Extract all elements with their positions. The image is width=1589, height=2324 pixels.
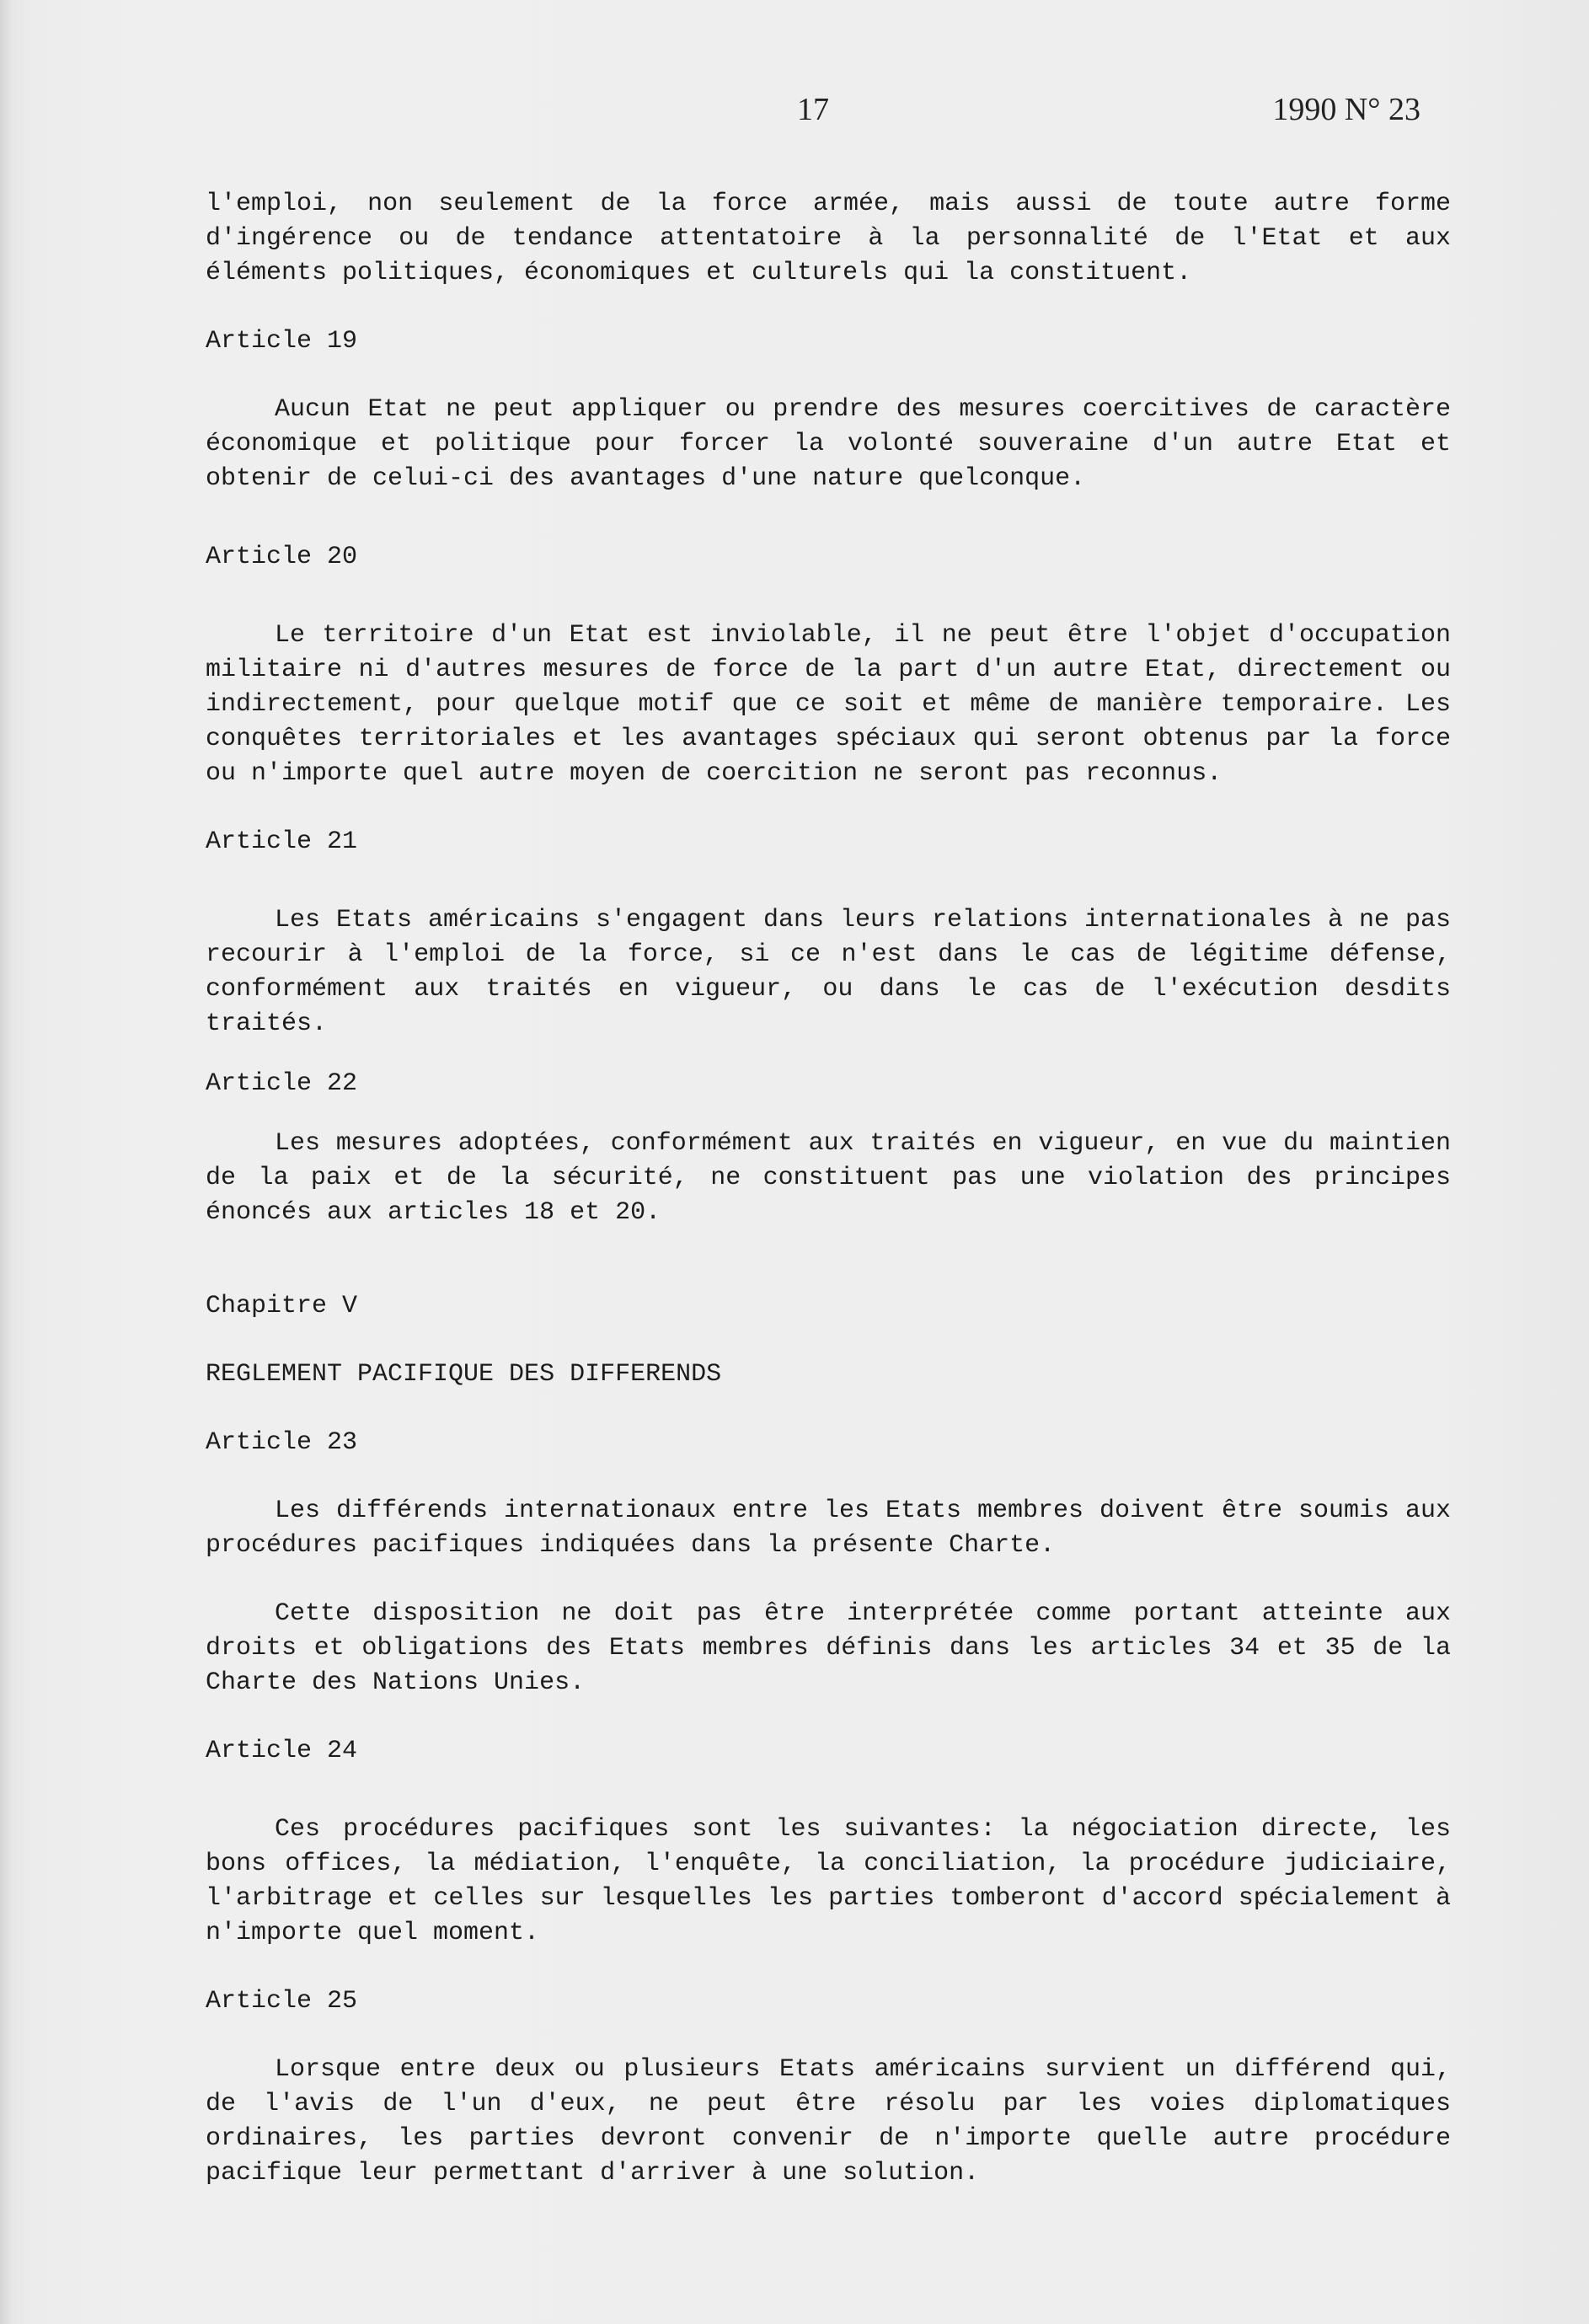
article-22-text: Les mesures adoptées, conformément aux traités en vigueur, en vue du maintien de la paix et de la sécurité, ne constituent pas une violation des principes énoncés aux articles 18 et 20. (206, 1129, 1451, 1227)
document-body (206, 187, 1451, 2191)
article-25-text: Lorsque entre deux ou plusieurs Etats américains survient un différend qui, de l'avis de l'un d'eux, ne peut être résolu par les voies diplomatiques ordinaires, les parties devront convenir de n'importe quelle autre procédure pacifique leur permettant d'arriver à une solution. (206, 2055, 1451, 2187)
page-number: 17 (797, 92, 829, 127)
intro-paragraph: l'emploi, non seulement de la force armée, mais aussi de toute autre forme d'ingérence ou de tendance attentatoire à la personnalité de l'Etat et aux éléments politiques, économiques et culturels qui la constituent. (206, 190, 1451, 287)
chapter-title: REGLEMENT PACIFIQUE DES DIFFERENDS (206, 1360, 722, 1389)
page-spine (0, 0, 12, 2324)
chapter-number: Chapitre V (206, 1292, 358, 1320)
page-header (0, 91, 1589, 133)
article-23-text-1: Les différends internationaux entre les Etats membres doivent être soumis aux procédures pacifiques indiquées dans la présente Charte. (206, 1497, 1451, 1560)
article-23-heading: Article 23 (206, 1428, 358, 1457)
article-21-text: Les Etats américains s'engagent dans leurs relations internationales à ne pas recourir à l'emploi de la force, si ce n'est dans le cas de légitime défense, conformément aux traités en vigueur, ou dans le cas de l'exécution desdits traités. (206, 906, 1451, 1038)
document-reference: 1990 N° 23 (1272, 92, 1420, 127)
article-20-heading: Article 20 (206, 543, 358, 571)
article-21-heading: Article 21 (206, 827, 358, 856)
article-19-text: Aucun Etat ne peut appliquer ou prendre des mesures coercitives de caractère économique et politique pour forcer la volonté souveraine d'un autre Etat et obtenir de celui-ci des avantages d'une nature quelconque. (206, 395, 1451, 493)
article-22-heading: Article 22 (206, 1069, 358, 1098)
article-23-text-2: Cette disposition ne doit pas être interprétée comme portant atteinte aux droits et obligations des Etats membres définis dans les articles 34 et 35 de la Charte des Nations Unies. (206, 1599, 1451, 1697)
article-24-heading: Article 24 (206, 1737, 358, 1765)
article-19-heading: Article 19 (206, 327, 358, 356)
article-25-heading: Article 25 (206, 1987, 358, 2016)
article-20-text: Le territoire d'un Etat est inviolable, il ne peut être l'objet d'occupation militaire ni d'autres mesures de force de la part d'un autre Etat, directement ou indirectement, pour quelque motif que ce soit et même de manière temporaire. Les conquêtes territoriales et les avantages spéciaux qui seront obtenus par la force ou n'importe quel autre moyen de coercition ne seront pas reconnus. (206, 621, 1451, 788)
article-24-text: Ces procédures pacifiques sont les suivantes: la négociation directe, les bons offices, la médiation, l'enquête, la conciliation, la procédure judiciaire, l'arbitrage et celles sur lesquelles les parties tomberont d'accord spécialement à n'importe quel moment. (206, 1815, 1451, 1947)
